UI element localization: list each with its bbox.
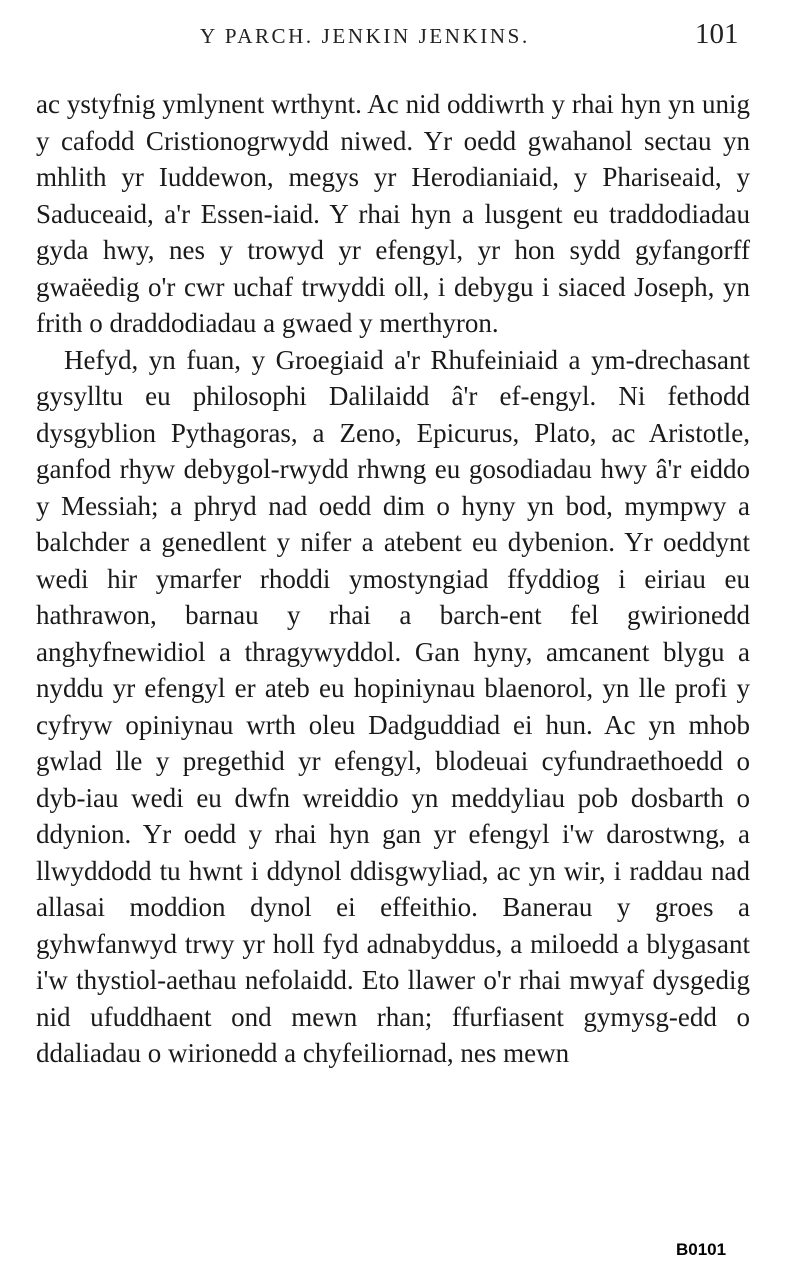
paragraph-hefyd: Hefyd, yn fuan, y Groegiaid a'r Rhufeiniaid a ym-drechasant gysylltu eu philosophi Dalilaidd â'r ef-engyl. Ni fethodd dysgyblion Pythagoras, a Zeno, Epicurus, Plato, ac Aristotle, ganfod rhyw debygol-rwydd rhwng eu gosodiadau hwy â'r eiddo y Messiah; a phryd nad oedd dim o hyny yn bod, mympwy a balchder a genedlent y nifer a atebent eu dybenion. Yr oeddynt wedi hir ymarfer rhoddi ymostyngiad ffyddiog i eiriau eu hathrawon, barnau y rhai a barch-ent fel gwirionedd anghyfnewidiol a thragywyddol. Gan hyny, amcanent blygu a nyddu yr efengyl er ateb eu hopiniynau blaenorol, yn lle profi y cyfryw opiniynau wrth oleu Dadguddiad ei hun. Ac yn mhob gwlad lle y pregethid yr efengyl, blodeuai cyfundraethoedd o dyb-iau wedi eu dwfn wreiddio yn meddyliau pob dosbarth o ddynion. Yr oedd y rhai hyn gan yr efengyl i'w darostwng, a llwyddodd tu hwnt i ddynol ddisgwyliad, ac yn wir, i raddau nad allasai moddion dynol ei effeithio. Banerau y groes a gyhwfanwyd trwy yr holl fyd adnabyddus, a miloedd a blygasant i'w thystiol-aethau nefolaidd. Eto llawer o'r rhai mwyaf dysgedig nid ufuddhaent ond mewn rhan; ffurfiasent gymysg-edd o ddaliadau o wirionedd a chyfeiliornad, nes mewn [36, 344, 750, 1068]
paragraph-continuation: ac ystyfnig ymlynent wrthynt. Ac nid oddiwrth y rhai hyn yn unig y cafodd Cristionogrwydd niwed. Yr oedd gwahanol sectau yn mhlith yr Iuddewon, megys yr Herodianiaid, y Phariseaid, y Saduceaid, a'r Essen-iaid. Y rhai hyn a lusgent eu traddodiadau gyda hwy, nes y trowyd yr efengyl, yr hon sydd gyfangorff gwaëedig o'r cwr uchaf trwyddi oll, i debygu i siaced Joseph, yn frith o draddodiadau a gwaed y merthyron. [36, 89, 750, 338]
catalog-code: B0101 [676, 1240, 727, 1259]
running-title: Y PARCH. JENKIN JENKINS. [200, 24, 530, 48]
page-number: 101 [695, 18, 739, 50]
page-body [36, 86, 750, 1072]
